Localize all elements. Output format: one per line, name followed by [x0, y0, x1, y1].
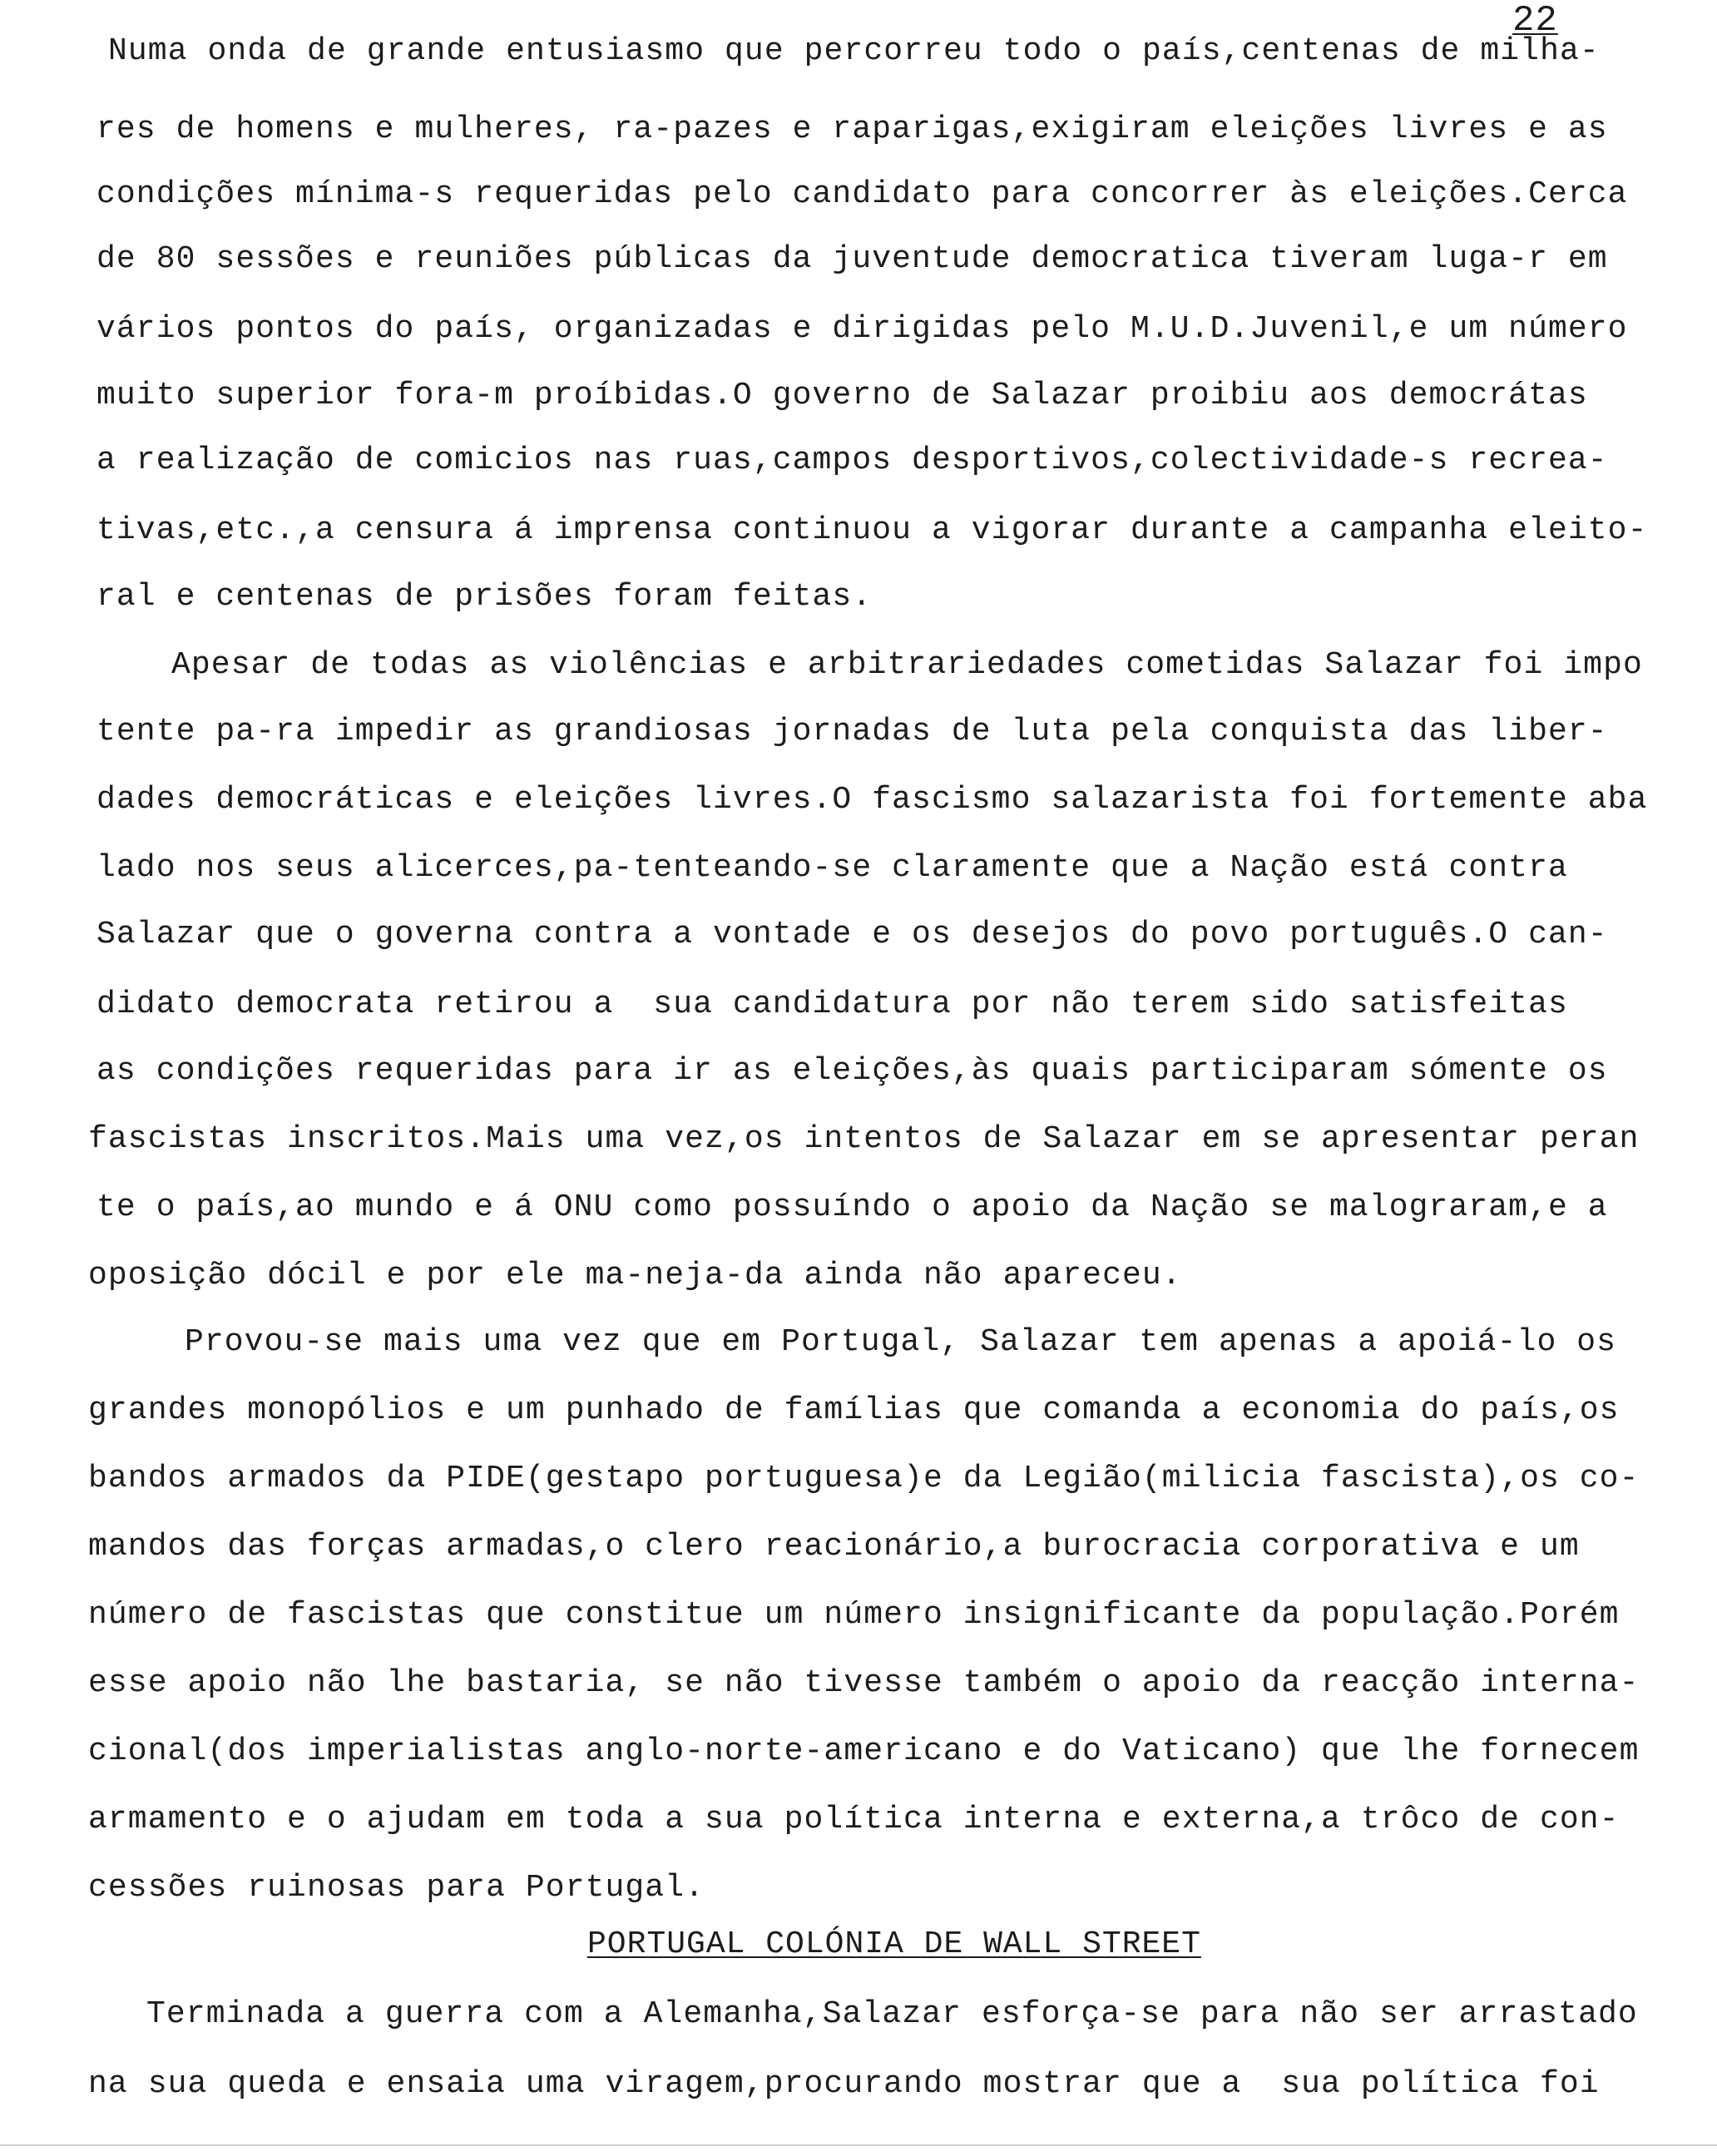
- text-line: vários pontos do país, organizadas e dirigidas pelo M.U.D.Juvenil,e um número: [96, 311, 1628, 347]
- text-line: te o país,ao mundo e á ONU como possuíndo o apoio da Nação se malograram,e a: [96, 1189, 1608, 1225]
- text-line: Numa onda de grande entusiasmo que percorreu todo o país,centenas de milha-: [108, 33, 1600, 69]
- text-line: armamento e o ajudam em toda a sua política interna e externa,a trôco de con-: [88, 1802, 1620, 1837]
- text-line: Salazar que o governa contra a vontade e os desejos do povo português.O can-: [96, 917, 1608, 952]
- text-line: fascistas inscritos.Mais uma vez,os intentos de Salazar em se apresentar peran: [88, 1121, 1640, 1157]
- text-line: Apesar de todas as violências e arbitrariedades cometidas Salazar foi impo: [171, 647, 1643, 683]
- text-line: res de homens e mulheres, ra-pazes e raparigas,exigiram eleições livres e as: [96, 111, 1608, 147]
- page-bottom-edge: [0, 2144, 1717, 2146]
- text-line: cessões ruinosas para Portugal.: [88, 1870, 705, 1906]
- text-line: de 80 sessões e reuniões públicas da juventude democratica tiveram luga-r em: [96, 241, 1608, 277]
- text-line: didato democrata retirou a sua candidatura por não terem sido satisfeitas: [96, 987, 1568, 1022]
- text-line: ral e centenas de prisões foram feitas.: [96, 579, 873, 615]
- text-line: Provou-se mais uma vez que em Portugal, Salazar tem apenas a apoiá-lo os: [185, 1324, 1617, 1360]
- text-line: a realização de comicios nas ruas,campos desportivos,colectividade-s recrea-: [96, 443, 1608, 478]
- text-line: bandos armados da PIDE(gestapo portuguesa)e da Legião(milicia fascista),os co-: [88, 1461, 1640, 1496]
- text-line: grandes monopólios e um punhado de famílias que comanda a economia do país,os: [88, 1392, 1620, 1428]
- text-line: muito superior fora-m proíbidas.O governo de Salazar proibiu aos democrátas: [96, 378, 1588, 413]
- text-line: Terminada a guerra com a Alemanha,Salazar esforça-se para não ser arrastado: [146, 1996, 1638, 2032]
- text-line: condições mínima-s requeridas pelo candidato para concorrer às eleições.Cerca: [96, 176, 1628, 212]
- text-line: dades democráticas e eleições livres.O fascismo salazarista foi fortemente aba: [96, 782, 1648, 818]
- section-heading: PORTUGAL COLÓNIA DE WALL STREET: [587, 1926, 1201, 1962]
- page-number: 22: [1512, 0, 1558, 42]
- text-line: mandos das forças armadas,o clero reacionário,a burocracia corporativa e um: [88, 1529, 1580, 1565]
- text-line: as condições requeridas para ir as eleições,às quais participaram sómente os: [96, 1053, 1608, 1089]
- text-line: oposição dócil e por ele ma-neja-da ainda não apareceu.: [88, 1258, 1182, 1293]
- text-line: esse apoio não lhe bastaria, se não tivesse também o apoio da reacção interna-: [88, 1665, 1640, 1701]
- text-line: cional(dos imperialistas anglo-norte-americano e do Vaticano) que lhe fornecem: [88, 1733, 1640, 1769]
- text-line: tente pa-ra impedir as grandiosas jornadas de luta pela conquista das liber-: [96, 714, 1608, 749]
- text-line: número de fascistas que constitue um número insignificante da população.Porém: [88, 1597, 1620, 1633]
- text-line: tivas,etc.,a censura á imprensa continuou a vigorar durante a campanha eleito-: [96, 512, 1648, 548]
- text-line: lado nos seus alicerces,pa-tenteando-se claramente que a Nação está contra: [96, 850, 1568, 886]
- text-line: na sua queda e ensaia uma viragem,procurando mostrar que a sua política foi: [88, 2066, 1600, 2102]
